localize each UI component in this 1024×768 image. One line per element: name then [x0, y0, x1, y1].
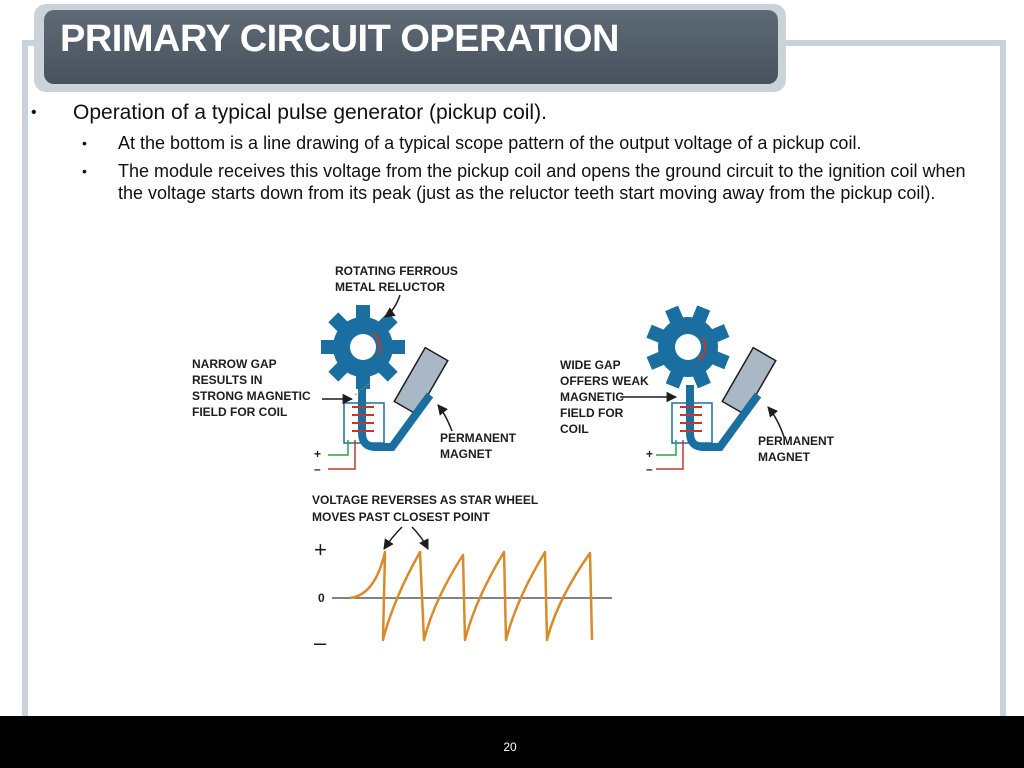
- right-plus-label: +: [646, 447, 654, 461]
- bullet-sub-1: [28, 132, 988, 154]
- right-magnet-label-2: MAGNET: [758, 450, 810, 464]
- axis-zero-label: 0: [318, 591, 325, 605]
- right-minus-label: –: [646, 462, 653, 476]
- page-title: PRIMARY CIRCUIT OPERATION: [60, 18, 619, 60]
- wide-gap-label-4: FIELD FOR: [560, 406, 624, 420]
- wave-arrow-2: [412, 527, 428, 549]
- reluctor-label-2: METAL RELUCTOR: [335, 280, 445, 294]
- wide-gap-label-2: OFFERS WEAK: [560, 374, 649, 388]
- narrow-gap-label-4: FIELD FOR COIL: [192, 405, 288, 419]
- voltage-label-1: VOLTAGE REVERSES AS STAR WHEEL: [312, 493, 539, 507]
- scope-waveform: [350, 552, 592, 640]
- pickup-coil-figure: [180, 255, 860, 660]
- reluctor-label-1: ROTATING FERROUS: [335, 264, 458, 278]
- left-magnet-label-2: MAGNET: [440, 447, 492, 461]
- left-wires: [328, 440, 355, 469]
- right-wires: [656, 440, 683, 469]
- page-number: 20: [503, 740, 517, 754]
- narrow-gap-label-1: NARROW GAP: [192, 357, 277, 371]
- left-plus-label: +: [314, 447, 322, 461]
- left-magnet-label-1: PERMANENT: [440, 431, 517, 445]
- wide-gap-label-3: MAGNETIC: [560, 390, 624, 404]
- bullet-main-text: Operation of a typical pulse generator (pickup coil).: [73, 101, 547, 124]
- footer-bar: [0, 716, 1024, 768]
- bullet-dot: •: [82, 135, 87, 151]
- bullet-list: [28, 100, 988, 204]
- right-magnet-arrow: [768, 407, 784, 437]
- bullet-sub-1-text: At the bottom is a line drawing of a typical scope pattern of the output voltage of a pickup coil.: [118, 133, 862, 153]
- left-minus-label: –: [314, 462, 321, 476]
- bullet-sub-2-text: The module receives this voltage from the pickup coil and opens the ground circuit to the ignition coil when the voltage starts down from its peak (just as the reluctor teeth start moving away from the pickup coil).: [118, 161, 966, 203]
- left-magnet-arrow: [438, 405, 452, 431]
- bullet-main: [28, 100, 988, 126]
- narrow-gap-label-2: RESULTS IN: [192, 373, 263, 387]
- axis-plus-label: +: [314, 537, 327, 562]
- wide-gap-label-1: WIDE GAP: [560, 358, 621, 372]
- narrow-gap-label-3: STRONG MAGNETIC: [192, 389, 311, 403]
- left-reluctor-icon: [321, 305, 405, 389]
- bullet-dot: •: [31, 104, 37, 121]
- right-magnet-label-1: PERMANENT: [758, 434, 835, 448]
- axis-minus-label: –: [314, 630, 327, 655]
- voltage-label-2: MOVES PAST CLOSEST POINT: [312, 510, 490, 524]
- bullet-sub-2: [28, 160, 988, 204]
- bullet-dot: •: [82, 163, 87, 179]
- pickup-coil-diagram: [180, 255, 860, 660]
- wide-gap-label-5: COIL: [560, 422, 589, 436]
- wave-arrow-1: [384, 527, 402, 549]
